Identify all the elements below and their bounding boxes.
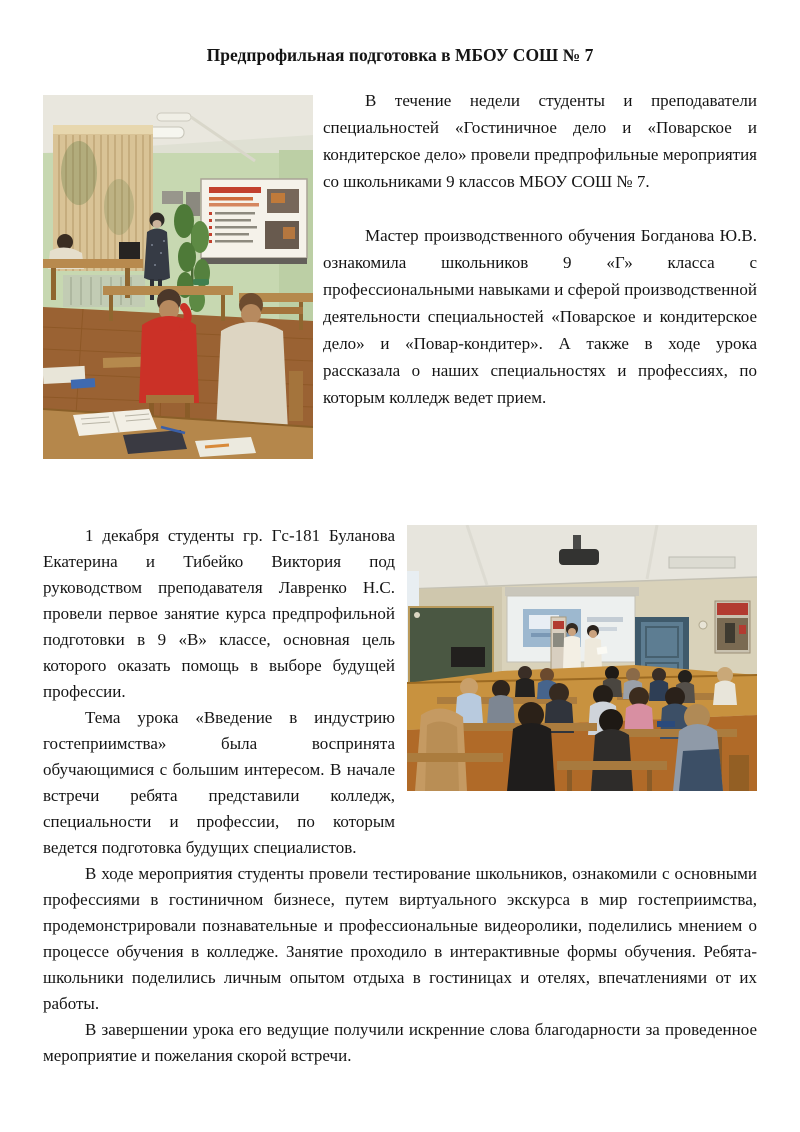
blackboard	[409, 607, 493, 683]
article-block-2	[43, 523, 757, 1069]
classroom-photo-2	[407, 525, 757, 791]
block-1-text	[323, 87, 757, 411]
whiteboard	[201, 179, 307, 264]
classroom-photo-1-illustration	[43, 95, 313, 459]
wall-poster	[715, 601, 750, 653]
article-block-1	[43, 87, 757, 459]
paragraph-4: Тема урока «Введение в индустрию гостеприимства» была воспринята обучающимися с большим интересом. В начале встречи ребята представили колледж, специальности и профессии, по которым ведется подготовка будущих специалистов.	[43, 708, 395, 857]
document-title: Предпрофильная подготовка в МБОУ СОШ № 7	[206, 45, 594, 65]
paragraph-3: 1 декабря студенты гр. Гс-181 Буланова Екатерина и Тибейко Виктория под руководством преподавателя Лавренко Н.С. провели первое занятие курса предпрофильной подготовки в 9 «В» классе, основная цель которого оказать помощь в выборе будущей профессии.	[43, 526, 395, 701]
paragraph-6: В завершении урока его ведущие получили искренние слова благодарности за проведенное мероприятие и пожелания скорой встречи.	[43, 1020, 757, 1065]
classroom-photo-2-illustration	[407, 525, 757, 791]
paragraph-2: Мастер производственного обучения Богданова Ю.В. ознакомила школьников 9 «Г» класса с профессиональными навыками и сферой производственной деятельности специальностей «Поварское и кондитерское дело» и «Повар-кондитер». А также в ходе урока рассказала о наших специальностях и профессиях, по которым колледж ведет прием.	[323, 226, 757, 407]
classroom-photo-1	[43, 95, 313, 459]
paragraph-1: В течение недели студенты и преподаватели специальностей «Гостиничное дело и «Поварское и кондитерское дело» провели предпрофильные мероприятия со школьниками 9 классов МБОУ СОШ № 7.	[323, 91, 757, 191]
paragraph-5: В ходе мероприятия студенты провели тестирование школьников, ознакомили с основными профессиями в гостиничном бизнесе, путем виртуального экскурса в мир гостеприимства, продемонстрировали познавательные и профессиональные видеоролики, поделились мнением о процессе обучения в колледже. Занятие проходило в интерактивные формы обучения. Ребята-школьники поделились личным опытом отдыха в гостиницах и отелях, впечатлениями от их работы.	[43, 864, 757, 1013]
